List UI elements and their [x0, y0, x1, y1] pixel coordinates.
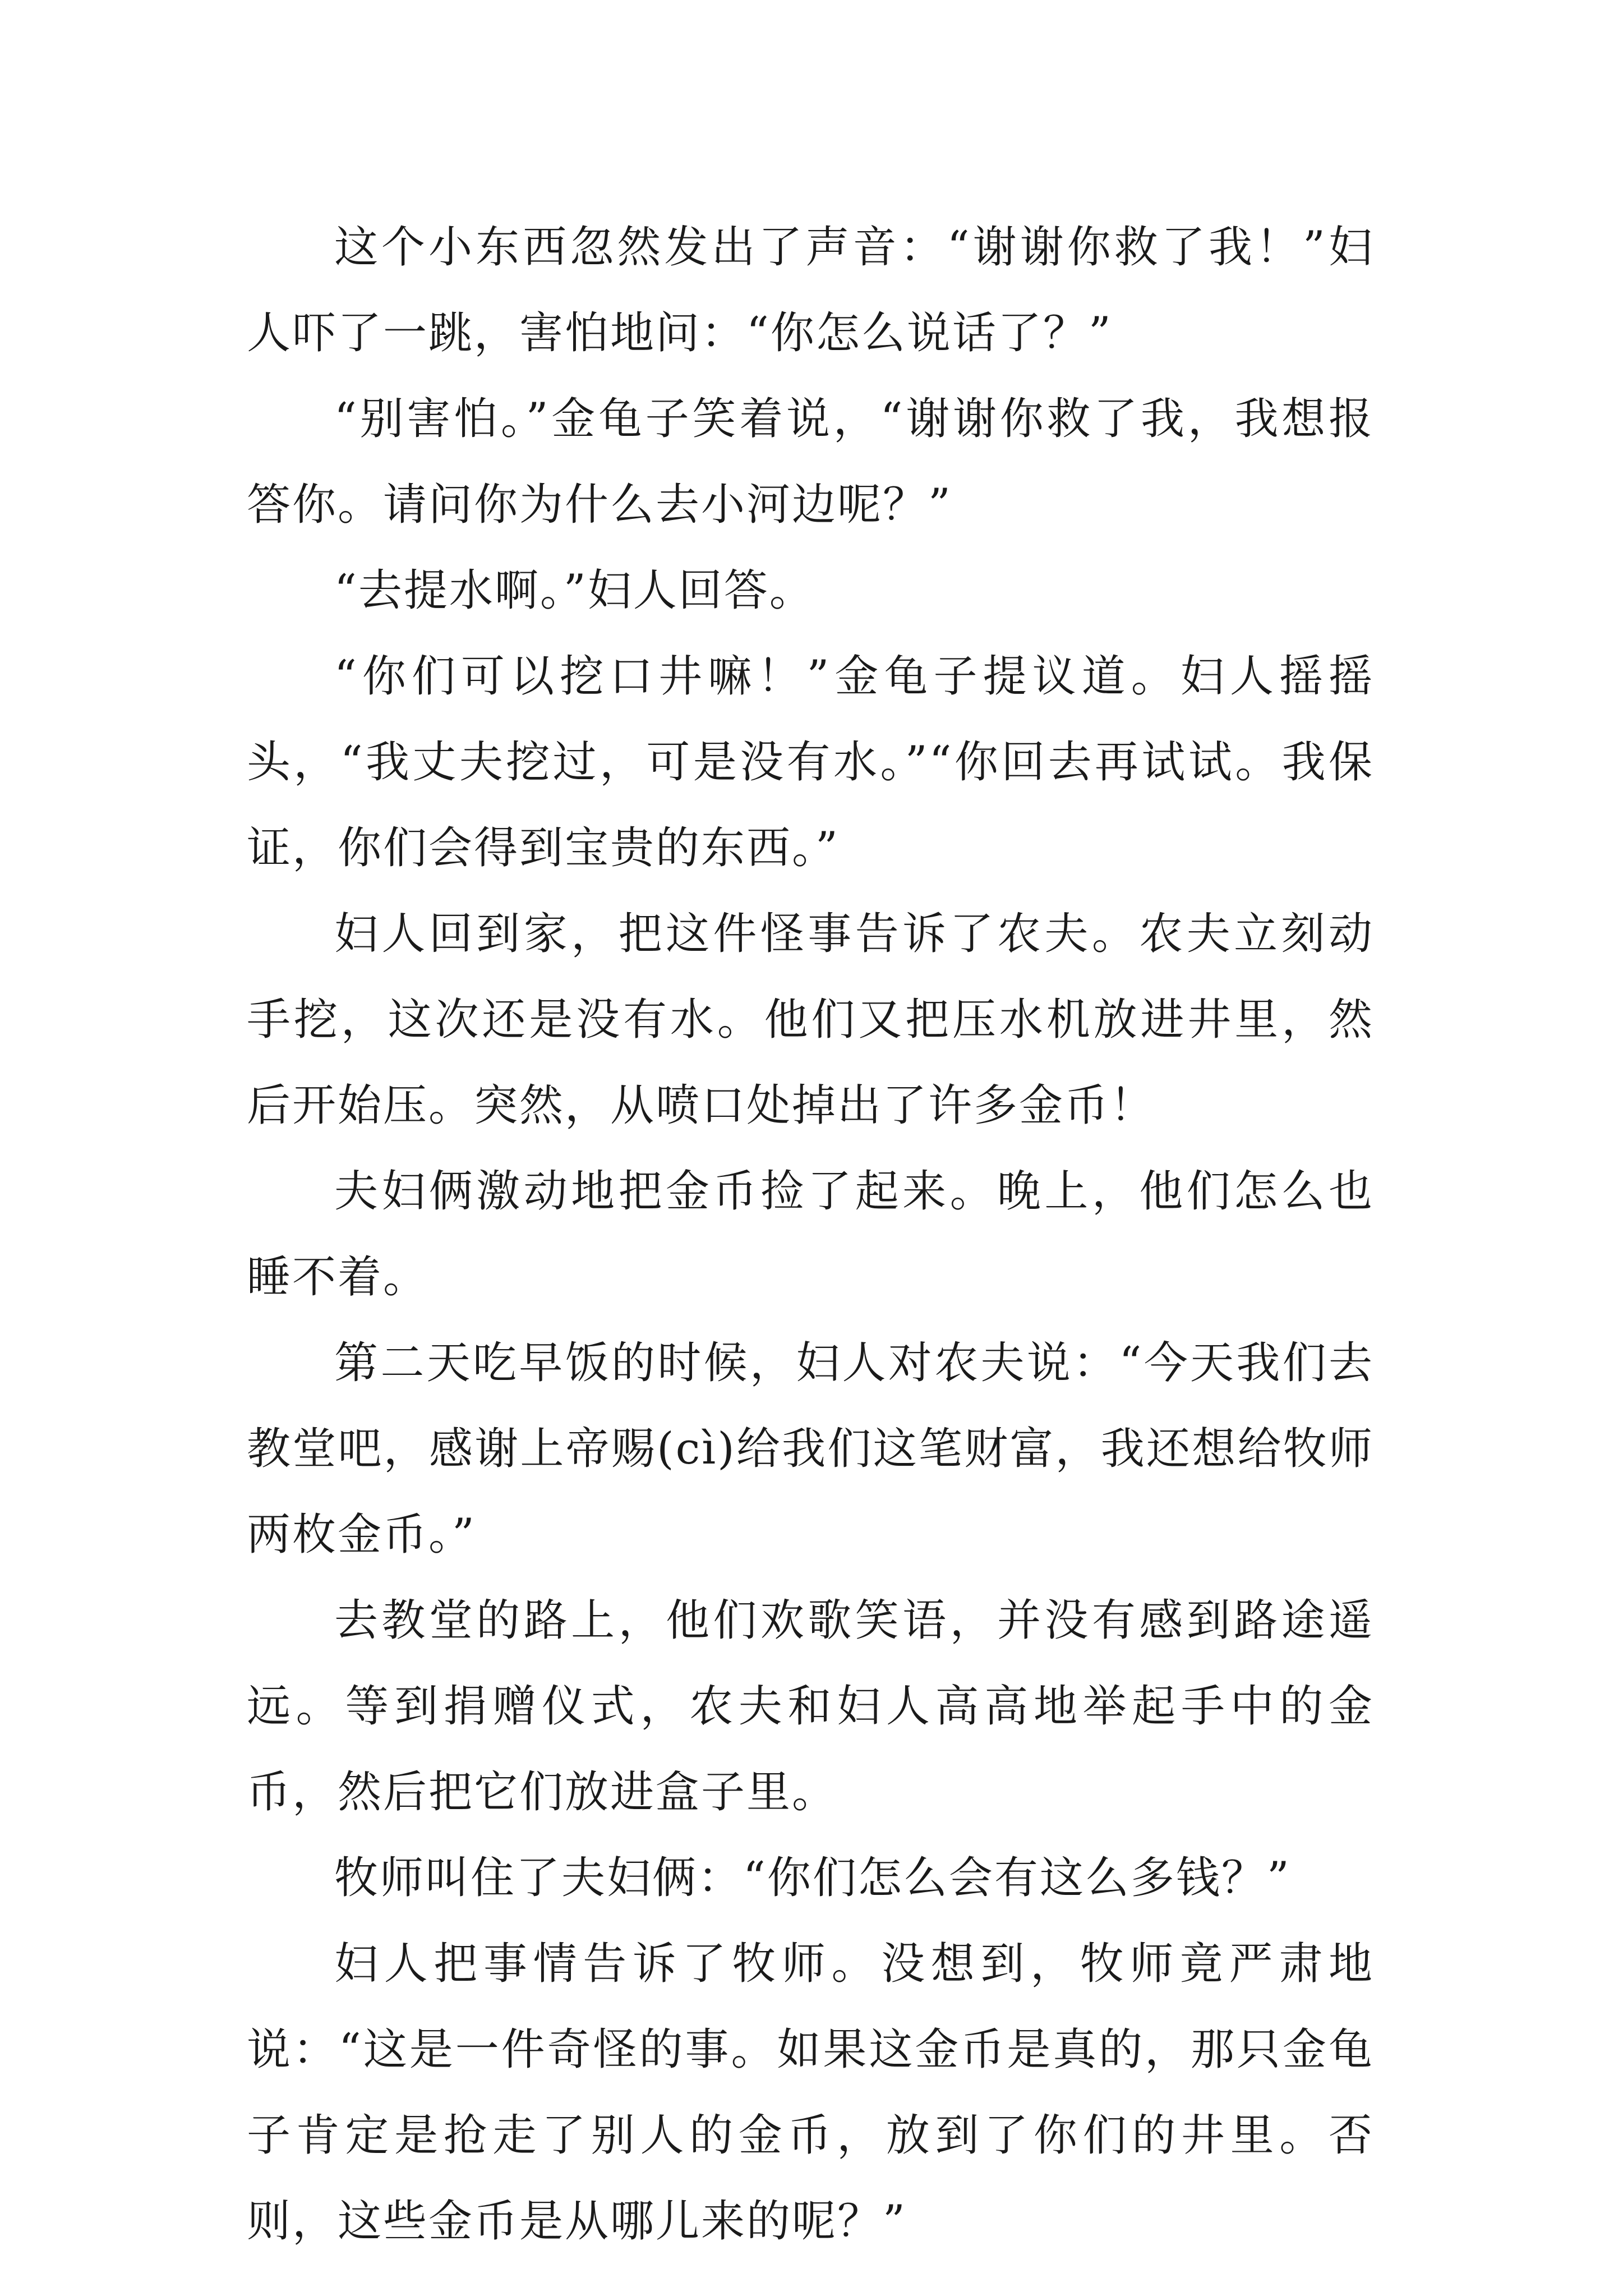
paragraph: 去教堂的路上，他们欢歌笑语，并没有感到路途遥远。等到捐赠仪式，农夫和妇人高高地举起手中的金币，然后把它们放进盒子里。 [247, 1595, 1374, 1818]
paragraph: “去提水啊。”妇人回答。 [334, 565, 815, 616]
paragraph: 第二天吃早饭的时候，妇人对农夫说：“今天我们去教堂吧，感谢上帝赐(cì)给我们这笔财富，我还想给牧师两枚金币。” [247, 1338, 1374, 1560]
paragraph: 夫妇俩激动地把金币捡了起来。晚上，他们怎么也睡不着。 [247, 1166, 1374, 1303]
paragraph: 妇人回到家，把这件怪事告诉了农夫。农夫立刻动手挖，这次还是没有水。他们又把压水机放进井里，然后开始压。突然，从喷口处掉出了许多金币！ [247, 909, 1374, 1131]
paragraph: 牧师叫住了夫妇俩：“你们怎么会有这么多钱？” [334, 1853, 1291, 1903]
paragraph: “别害怕。”金龟子笑着说，“谢谢你救了我，我想报答你。请问你为什么去小河边呢？” [247, 394, 1374, 530]
paragraph: 妇人把事情告诉了牧师。没想到，牧师竟严肃地说：“这是一件奇怪的事。如果这金币是真的，那只金龟子肯定是抢走了别人的金币，放到了你们的井里。否则，这些金币是从哪儿来的呢？” [247, 1939, 1374, 2247]
paragraph: 这个小东西忽然发出了声音：“谢谢你救了我！”妇人吓了一跳，害怕地问：“你怎么说话了？” [247, 222, 1374, 358]
body-text [247, 205, 1374, 2265]
paragraph: “你们可以挖口井嘛！”金龟子提议道。妇人摇摇头，“我丈夫挖过，可是没有水。”“你回去再试试。我保证，你们会得到宝贵的东西。” [247, 651, 1374, 873]
